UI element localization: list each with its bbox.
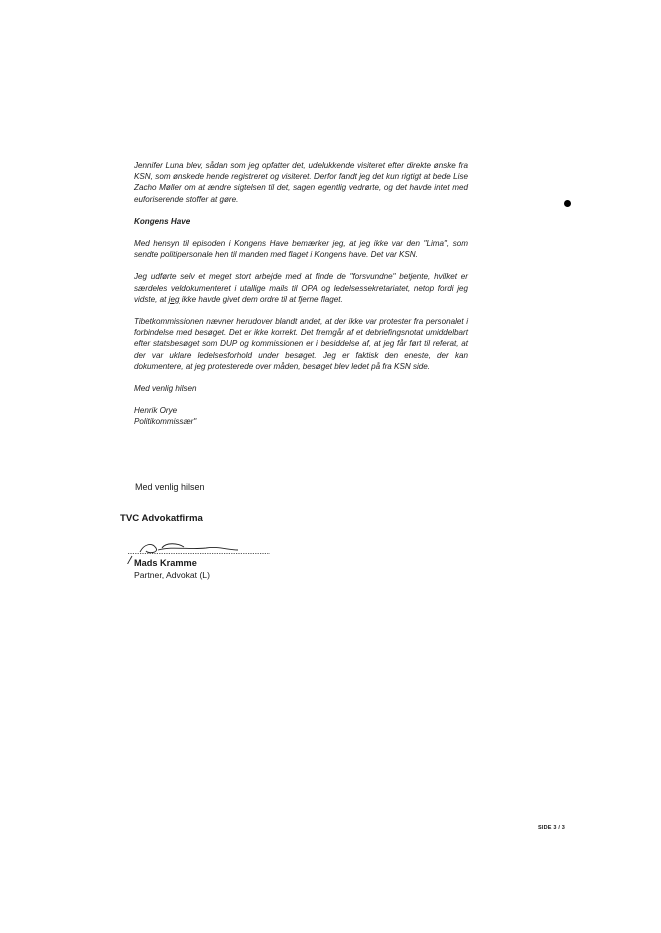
- signer-name: Mads Kramme: [134, 558, 197, 568]
- paragraph-jennifer-luna: Jennifer Luna blev, sådan som jeg opfatter det, udelukkende visiteret efter direkte ønske fra KSN, som ønskede hende registreret og visiteret. Derfor fandt jeg det kun rigtigt at bede Lise Zacho Møller om at ændre sigtelsen til det, sagen egentlig vedrørte, og det havde intet med euforiserende stoffer at gøre.: [134, 161, 468, 204]
- paragraph-forsvundne-betjente: Jeg udførte selv et meget stort arbejde med at finde de "forsvundne" betjente, hvilket er særdeles veldokumenteret i utallige mails til OPA og ledelsessekretariatet, netop fordi jeg vidste, at jeg ikke havde givet dem ordre til at fjerne flaget.: [134, 272, 468, 304]
- quote-author-role: Politikommissær": [134, 417, 197, 427]
- page-number: SIDE 3 / 3: [538, 825, 566, 831]
- firm-name: TVC Advokatfirma: [120, 513, 203, 524]
- paragraph-tibetkommissionen: Tibetkommissionen nævner herudover blandt andet, at der ikke var protester fra personalet i forbindelse med besøget. Det er ikke korrekt. Det fremgår af et debriefingsnotat umiddelbart efter statsbesøget som DUP og kommissionen er i besiddelse af, at jeg får ført til referat, at der var uklare ledelsesforhold under besøget. Jeg er faktisk den eneste, der kan dokumentere, at jeg protesterede over måden, besøget blev ledet på fra KSN side.: [134, 317, 468, 371]
- margin-dot: [564, 200, 571, 207]
- section-heading-kongens-have: Kongens Have: [134, 216, 191, 226]
- quote-author-name: Henrik Orye: [134, 406, 178, 416]
- paragraph-lima: Med hensyn til episoden i Kongens Have bemærker jeg, at jeg ikke var den "Lima", som sendte politipersonale hen til manden med flaget i Kongens have. Det var KSN.: [134, 239, 468, 260]
- signer-title: Partner, Advokat (L): [134, 570, 210, 580]
- letter-closing: Med venlig hilsen: [135, 482, 205, 492]
- quoted-statement: [134, 160, 468, 428]
- quote-greeting: Med venlig hilsen: [134, 384, 197, 394]
